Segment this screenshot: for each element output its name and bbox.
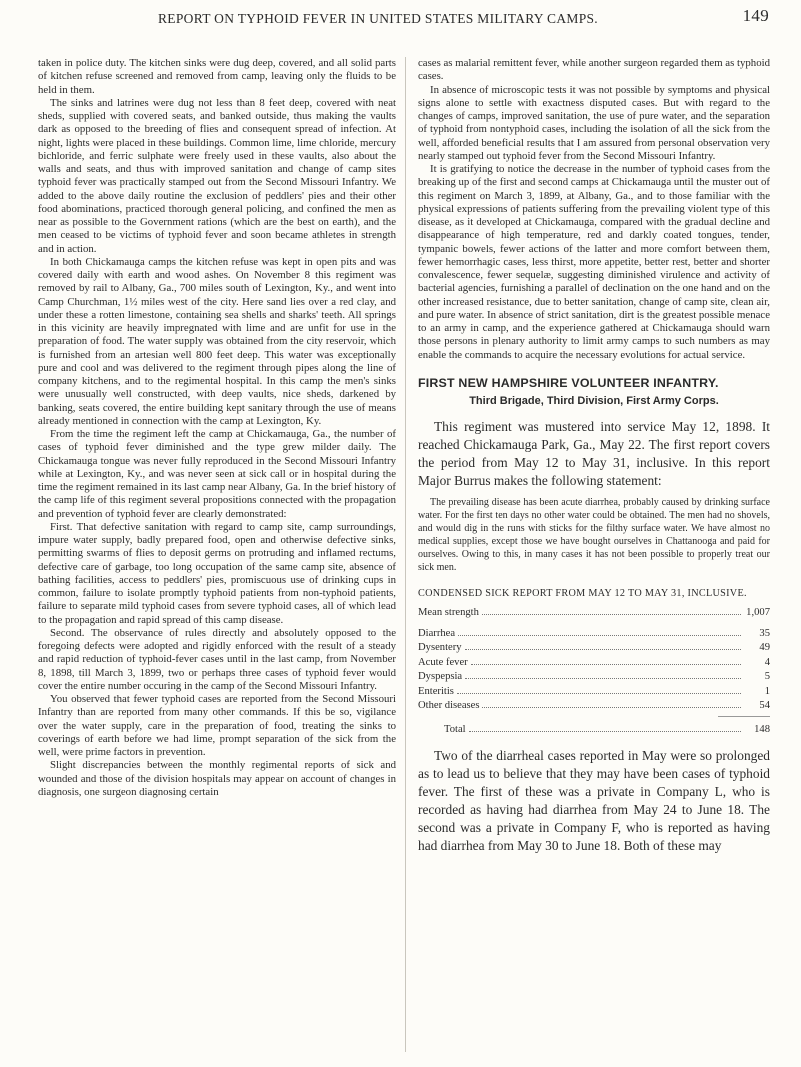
row-value: 49	[759, 642, 770, 653]
row-label: Other diseases	[418, 700, 480, 711]
table-row	[418, 670, 770, 685]
total-rule	[718, 716, 770, 717]
report-title: CONDENSED SICK REPORT FROM MAY 12 TO MAY 31, INCLUSIVE.	[418, 587, 747, 599]
table-row	[418, 627, 770, 642]
section-subheading: Third Brigade, Third Division, First Army Corps.	[469, 394, 719, 407]
section-heading: FIRST NEW HAMPSHIRE VOLUNTEER INFANTRY.	[418, 375, 719, 390]
paragraph: Second. The observance of rules directly and absolutely opposed to the foregoing defects were adopted and rigidly enforced with the result of a steady and rapid reduction of typhoid-fever cases until in the last camp, from November 8, 1898, till March 3, 1899, two or perhaps three cases of typhoid fever would cover the entire number occuring in the camp of the Second Missouri Infantry.	[38, 626, 396, 692]
row-value: 1	[764, 685, 770, 697]
running-title: REPORT ON TYPHOID FEVER IN UNITED STATES MILITARY CAMPS.	[158, 11, 598, 26]
row-label: Dysentery	[418, 642, 462, 653]
left-column	[38, 57, 396, 799]
page-number: 149	[742, 6, 769, 25]
table-row	[418, 641, 770, 656]
table-row-total	[418, 723, 770, 738]
leader-dots	[482, 614, 741, 615]
paragraph: The sinks and latrines were dug not less than 8 feet deep, covered with neat sheds, supplied with covered seats, and banked outside, thus making the vaults dark as opposed to the breeding of flies and consequent spread of infection. At night, lights were placed in these buildings. Common lime, lime chloride, mercury bichloride, and ferric sulphate were freely used in these vaults, also about the walls and seats, and thus with improved sanitation and change of camp sites typhoid fever was practically stamped out from the Second Missouri Infantry. We added to the above daily routine the exclusion of peddlers' pies and their other food abominations, practiced thorough general policing, and confined the men as near as possible to the Government rations (which are the best on earth), and the men ceased to be victims of typhoid fever and soon became athletes in strength and in action.	[38, 96, 396, 255]
row-value: 4	[764, 656, 770, 668]
total-value: 148	[754, 723, 770, 735]
row-label: Acute fever	[418, 656, 468, 668]
leader-dots	[469, 731, 741, 732]
leader-dots	[458, 635, 741, 636]
paragraph: From the time the regiment left the camp at Chickamauga, Ga., the number of cases of typhoid fever diminished and the type grew milder daily. The Chickamauga tongue was never fully reproduced in the Second Missouri Infantry while at Lexington, Ky., and was never seen at sick call or in hospital during the time the regiment remained in its last camp near Albany, Ga. In the brief history of the camp life of this regiment several propositions connected with the propagation and prevention of typhoid fever are clearly demonstrated:	[38, 428, 396, 520]
row-value: 54	[759, 700, 770, 711]
leader-dots	[465, 649, 741, 650]
paragraph: In absence of microscopic tests it was not possible by symptoms and physical signs alone to settle with exactness disputed cases. But with regard to the changes of camps, improved sanitation, the use of pure water, and the separation of typhoid from nontyphoid cases, including the isolation of all the sick from the well, afforded beneficial results that I am assured from personal observation very nearly stamped out typhoid fever from the Second Missouri Infantry.	[418, 83, 770, 162]
leader-dots	[457, 693, 741, 694]
table-row	[418, 656, 770, 671]
leader-dots	[482, 707, 741, 708]
paragraph: You observed that fewer typhoid cases are reported from the Second Missouri Infantry than are reported from many other commands. If this be so, vigilance over the water supply, care in the preparation of food, treating the sinks to coverings of earth before we had lime, prompt separation of the sick from the well, were prime factors in prevention.	[38, 693, 396, 758]
paragraph: In both Chickamauga camps the kitchen refuse was kept in open pits and was covered daily with earth and wood ashes. On November 8 this regiment was removed by rail to Albany, Ga., 700 miles south of Lexington, Ky., and went into Camp Churchman, 1½ miles west of the city. Here sand lies over a red clay, and under these a rotten limestone, containing sea shells and sharks' teeth. All springs in this vicinity are heavily impregnated with lime and are unfit for use in the preparation of food. The water supply was obtained from the city reservoir, which is furnished from an artesian well 800 feet deep. This water was exceptionally pure and cool and was delivered to the regiment through pipes along the line of company kitchens, and to the regimental hospital. In this camp the men's sinks were unusually well constructed, with deep vaults, nice sheds, darkened by banking, seats covered, the entire building kept sanitary through the use of means already mentioned in connection with the camp at Lexington, Ky.	[38, 255, 396, 427]
row-value: 1,007	[746, 607, 770, 618]
paragraph: It is gratifying to notice the decrease in the number of typhoid cases from the breaking up of the first and second camps at Chickamauga until the muster out of this regiment on March 3, 1899, at Albany, Ga., and to those familiar with the physical expressions of patients suffering from the prevailing violent type of this disease, as it developed at Chickamauga, compared with the gradual decline and disappearance of high temperature, red and darkly coated tongues, tender, tympanic bowels, fewer actions of the latter and more comfort between them, fewer hemorrhagic cases, less thirst, more appetite, better rest, better and shorter convalescence, fewer sequelæ, suggesting diminished virulence and activity of bacterial agencies, furnishing a parallel of declination on the one hand and on the other increased resistance, due to better sanitation, change of camp site, clean air, and pure water. In absence of strict sanitation, dirt is the greatest possible menace to an army in camp, and the experience gathered at Chickamauga should warn those persons in plenary authority to limit army camps to such numbers as may enable the commands to acquire the necessary evolutions for actual service.	[418, 163, 770, 361]
total-label: Total	[444, 723, 466, 735]
leader-dots	[471, 664, 741, 665]
running-header	[30, 6, 771, 34]
paragraph: Slight discrepancies between the monthly regimental reports of sick and wounded and those of the division hospitals may appear on account of changes in diagnosis, one surgeon diagnosing certain	[38, 759, 396, 798]
table-row	[418, 699, 770, 714]
block-quote: The prevailing disease has been acute diarrhea, probably caused by drinking surface water. For the first ten days no other water could be obtained. The men had no shovels, and would dig in the runs with sticks for the filthy surface water. We have almost no medical supplies, except those we have bought ourselves in Chattanooga and paid for ourselves. Owing to this, in many cases it has not been possible to properly treat our sick men.	[418, 496, 770, 573]
paragraph: First. That defective sanitation with regard to camp site, camp surroundings, impure water supply, badly prepared food, open and otherwise defective sinks, permitting swarms of flies to deposit germs on protruding and inflamed rectums, defective care of garbage, too long occupation of the same camp site, absence of bathing facilities, access to peddlers' pies, promiscuous use of drinking cups in common, failure to isolate promptly typhoid patients from non-typhoid patients, failure to separate mild typhoid cases from severe typhoid cases, all of which lead to the propagation and rapid spread of this camp disease.	[38, 520, 396, 626]
sick-report-table	[418, 606, 770, 737]
row-value: 5	[764, 671, 770, 682]
row-label: Dyspepsia	[418, 671, 463, 682]
leader-dots	[465, 678, 741, 679]
right-column	[418, 57, 770, 855]
table-row	[418, 685, 770, 700]
paragraph: taken in police duty. The kitchen sinks were dug deep, covered, and all solid parts of kitchen refuse screened and removed from camp, leaving only the fluids to be held in them.	[38, 57, 396, 96]
row-label: Enteritis	[418, 685, 454, 697]
paragraph: cases as malarial remittent fever, while another surgeon regarded them as typhoid cases.	[418, 57, 770, 83]
row-label: Diarrhea	[418, 627, 456, 639]
row-label: Mean strength	[418, 607, 479, 618]
table-row	[418, 606, 770, 621]
row-value: 35	[759, 627, 770, 639]
section-intro: This regiment was mustered into service May 12, 1898. It reached Chickamauga Park, Ga., May 22. The first report covers the period from May 12 to May 31, inclusive. In this report Major Burrus makes the following statement:	[418, 418, 770, 488]
closing-paragraph: Two of the diarrheal cases reported in May were so prolonged as to lead us to believe that they may have been cases of typhoid fever. The first of these was a private in Company L, who is recorded as having had diarrhea from May 24 to June 18. The second was a private in Company F, who is reported as having had diarrhea from May 30 to June 18. Both of these may	[418, 748, 770, 853]
column-divider	[405, 57, 406, 1052]
